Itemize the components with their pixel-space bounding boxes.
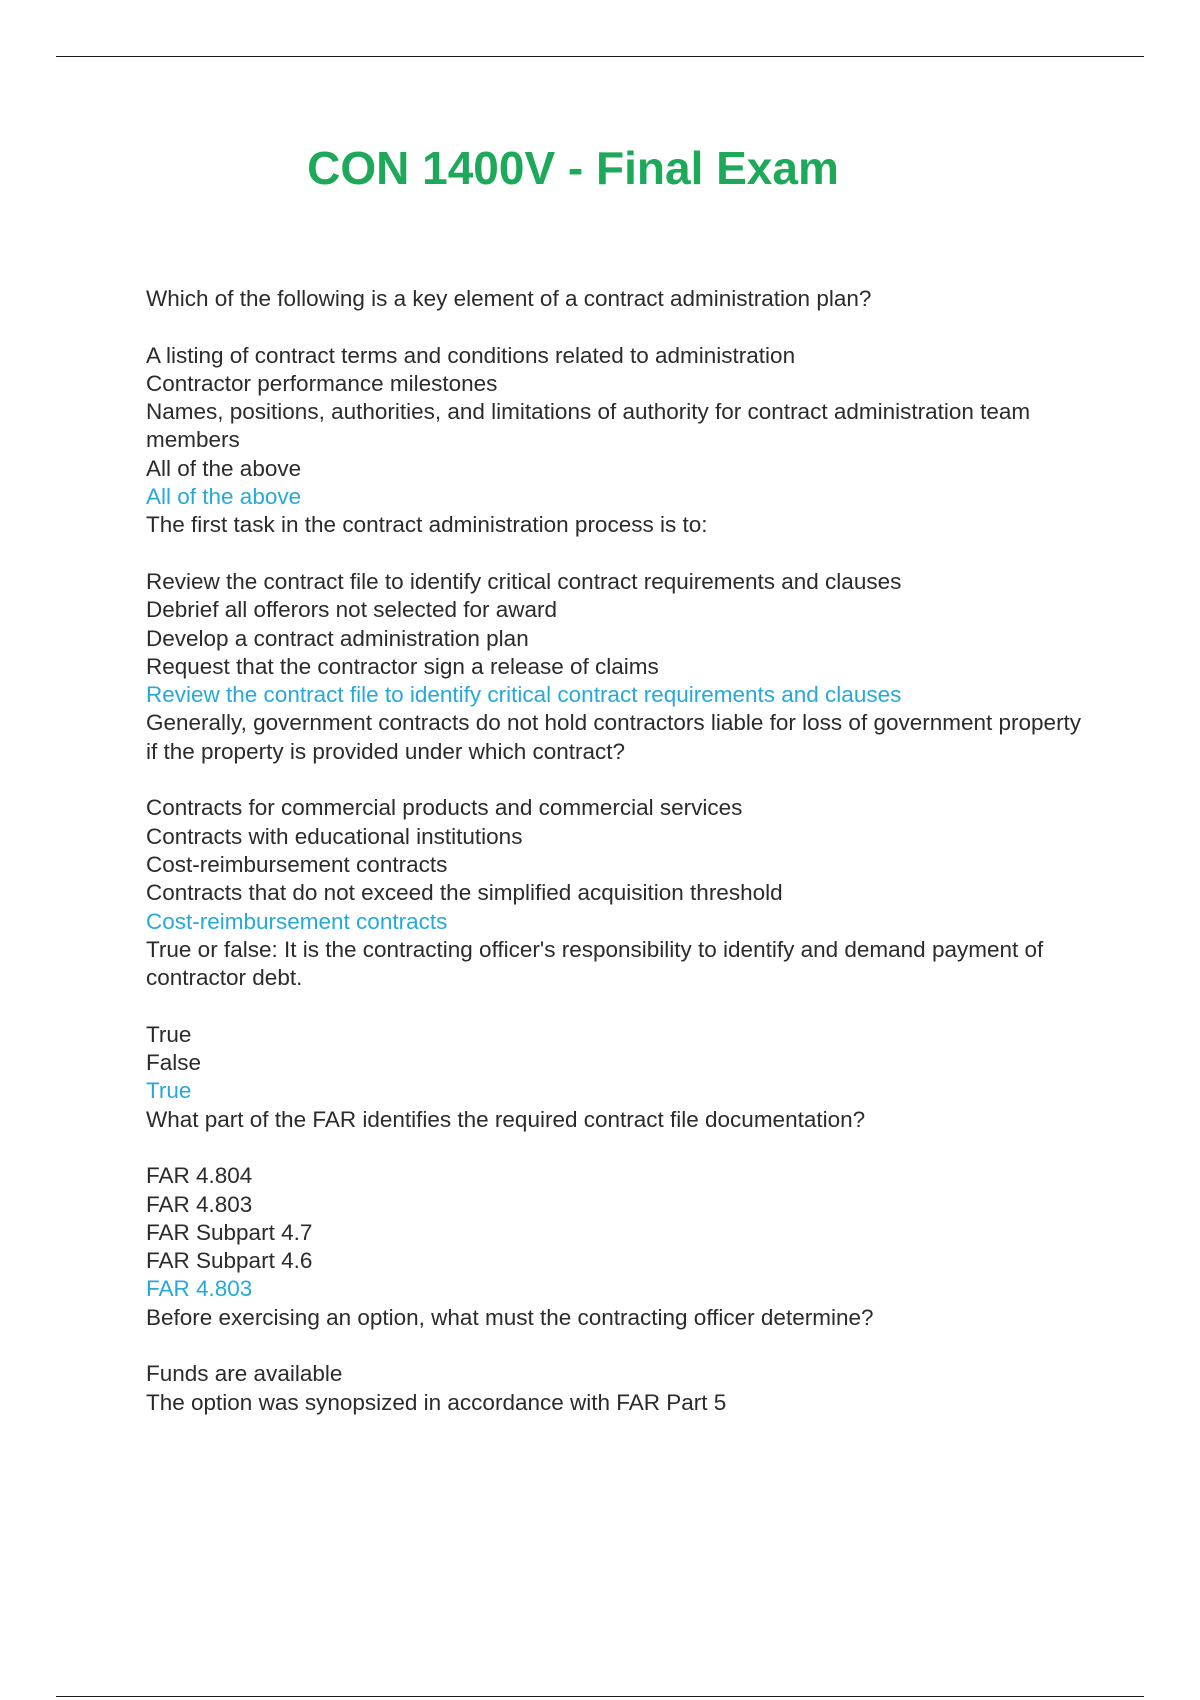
- correct-answer: Review the contract file to identify critical contract requirements and clauses: [146, 682, 902, 708]
- answer-option: A listing of contract terms and conditions related to administration: [146, 342, 796, 368]
- answer-option: Funds are available: [146, 1361, 343, 1387]
- question-spacer: [146, 1134, 1096, 1162]
- answer-option: Contractor performance milestones: [146, 370, 498, 396]
- question-text: True or false: It is the contracting officer's responsibility to identify and demand payment of contractor debt.: [146, 936, 1044, 991]
- correct-answer: True: [146, 1078, 192, 1104]
- question-spacer: [146, 540, 1096, 568]
- answer-option: Names, positions, authorities, and limitations of authority for contract administration team members: [146, 399, 1031, 453]
- answer-option: Review the contract file to identify critical contract requirements and clauses: [146, 568, 902, 594]
- page-bottom-rule: [56, 1696, 1144, 1697]
- answer-option: Contracts that do not exceed the simplified acquisition threshold: [146, 880, 783, 906]
- correct-answer: FAR 4.803: [146, 1276, 253, 1302]
- question-text: Before exercising an option, what must the contracting officer determine?: [146, 1304, 874, 1330]
- answer-option: FAR Subpart 4.6: [146, 1248, 313, 1274]
- question-spacer: [146, 992, 1096, 1020]
- question-spacer: [146, 766, 1096, 794]
- answer-option: Contracts for commercial products and commercial services: [146, 795, 743, 821]
- answer-option: Cost-reimbursement contracts: [146, 851, 448, 877]
- question-block-1: [146, 285, 1096, 511]
- answer-option: FAR Subpart 4.7: [146, 1219, 313, 1245]
- answer-option: FAR 4.803: [146, 1191, 253, 1217]
- question-block-5: [146, 1106, 1096, 1304]
- exam-content: [146, 285, 1096, 1417]
- question-block-2: [146, 511, 1096, 709]
- answer-option: Contracts with educational institutions: [146, 823, 523, 849]
- correct-answer: All of the above: [146, 484, 302, 510]
- correct-answer: Cost-reimbursement contracts: [146, 908, 448, 934]
- answer-option: Develop a contract administration plan: [146, 625, 529, 651]
- answer-option: Request that the contractor sign a release of claims: [146, 653, 659, 679]
- answer-option: All of the above: [146, 455, 302, 481]
- page-title: CON 1400V - Final Exam: [307, 142, 839, 194]
- question-text: What part of the FAR identifies the required contract file documentation?: [146, 1106, 866, 1132]
- question-block-3: [146, 709, 1096, 935]
- question-text: Which of the following is a key element of a contract administration plan?: [146, 286, 872, 311]
- question-spacer: [146, 1332, 1096, 1360]
- answer-option: Debrief all offerors not selected for award: [146, 597, 558, 623]
- question-text: The first task in the contract administration process is to:: [146, 512, 708, 538]
- question-spacer: [146, 313, 1096, 341]
- question-block-6: [146, 1304, 1096, 1417]
- answer-option: The option was synopsized in accordance with FAR Part 5: [146, 1389, 727, 1415]
- answer-option: FAR 4.804: [146, 1163, 253, 1189]
- question-text: Generally, government contracts do not hold contractors liable for loss of government property if the property is provided under which contract?: [146, 710, 1082, 764]
- answer-option: True: [146, 1021, 192, 1047]
- page-top-rule: [56, 56, 1144, 57]
- answer-option: False: [146, 1050, 202, 1076]
- question-block-4: [146, 936, 1096, 1106]
